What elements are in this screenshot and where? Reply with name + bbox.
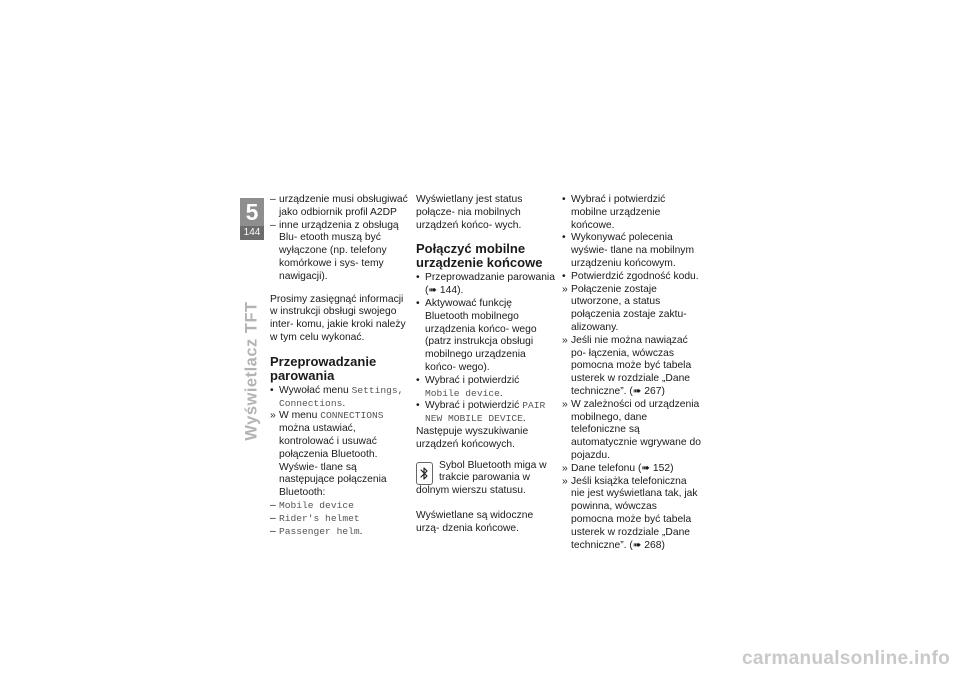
list-item-text: Wykonywać polecenia wyświe- tlane na mobilnym urządzeniu końcowym. xyxy=(571,232,695,269)
list-item xyxy=(562,476,702,553)
bullet-marker: • xyxy=(270,384,274,396)
watermark: carmanualsonline.info xyxy=(742,648,950,669)
bullet-marker: • xyxy=(562,270,566,282)
paragraph: Następuje wyszukiwanie urządzeń końcowych. xyxy=(416,425,529,450)
dash-marker: – xyxy=(270,194,276,205)
bullet-marker: • xyxy=(562,194,566,205)
list-item xyxy=(270,500,410,513)
result-marker: » xyxy=(562,475,568,487)
punctuation: . xyxy=(522,413,526,425)
list-item xyxy=(562,399,702,463)
list-item-text: Dane telefonu (➠ 152) xyxy=(571,462,674,474)
dash-marker: – xyxy=(270,525,276,537)
connection-name: Passenger helm xyxy=(279,525,360,537)
list-item xyxy=(562,463,702,476)
page-number: 144 xyxy=(240,226,264,240)
list-item xyxy=(270,385,410,411)
list-item xyxy=(562,335,702,399)
list-item-text: Aktywować funkcję Bluetooth mobilnego urządzenia końco- wego (patrz instrukcja obsługi mobilnego urządzenia końco- wego). xyxy=(425,297,537,373)
paragraph: Prosimy zasięgnąć informacji w instrukcji obsługi swojego inter- komu, jakie kroki należy w tym celu wykonać. xyxy=(270,293,406,343)
bullet-marker: • xyxy=(416,400,420,412)
bullet-marker: • xyxy=(416,297,420,309)
section-heading: Przeprowadzanie parowania xyxy=(270,353,377,383)
list-item xyxy=(562,194,702,232)
punctuation: . xyxy=(359,525,363,537)
list-item-text: urządzenie musi obsługiwać jako odbiornik profil A2DP xyxy=(279,194,408,218)
column-3 xyxy=(562,194,702,552)
list-item-text: Wybrać i potwierdzić xyxy=(425,374,520,386)
connection-name: Rider's helmet xyxy=(279,512,360,524)
dash-marker: – xyxy=(270,219,276,231)
section-heading: Połączyć mobilne urządzenie końcowe xyxy=(416,241,543,271)
list-item xyxy=(270,410,410,500)
list-item xyxy=(416,375,556,401)
list-item-text: można ustawiać, kontrolować i usuwać połączenia Bluetooth. Wyświe- tlane są następujące połączenia Bluetooth: xyxy=(279,423,387,499)
bluetooth-icon xyxy=(416,462,433,485)
list-item xyxy=(562,271,702,284)
list-item-text: Potwierdzić zgodność kodu. xyxy=(571,270,699,282)
bullet-marker: • xyxy=(416,374,420,386)
chapter-tab xyxy=(240,198,264,240)
paragraph: Wyświetlane są widoczne urzą- dzenia końcowe. xyxy=(416,509,534,534)
list-item xyxy=(270,194,410,220)
bullet-marker: • xyxy=(562,232,566,244)
list-item-text: Przeprowadzanie parowania (➠ 144). xyxy=(425,272,555,297)
list-item xyxy=(416,400,556,426)
result-marker: » xyxy=(562,398,568,410)
list-item-text: Wywołać menu xyxy=(279,384,352,396)
result-marker: » xyxy=(562,334,568,346)
menu-item: Mobile device xyxy=(425,387,500,399)
dash-marker: – xyxy=(270,512,276,524)
chapter-number: 5 xyxy=(245,199,259,225)
list-item-text: Wybrać i potwierdzić mobilne urządzenie końcowe. xyxy=(571,194,666,231)
list-item-text: Połączenie zostaje utworzone, a status połączenia zostaje zaktu- alizowany. xyxy=(571,283,687,333)
result-marker: » xyxy=(270,410,276,422)
column-2 xyxy=(416,194,556,536)
list-item xyxy=(416,298,556,375)
column-1 xyxy=(270,194,410,538)
list-item-text: inne urządzenia z obsługą Blu- etooth muszą być wyłączone (np. telefony komórkowe i sys- temy nawigacji). xyxy=(279,219,399,282)
punctuation: . xyxy=(499,387,503,399)
list-item-text: W menu xyxy=(279,410,321,422)
list-item xyxy=(270,526,410,539)
list-item xyxy=(270,220,410,284)
menu-path: Settings, Connections xyxy=(279,384,404,409)
list-item xyxy=(562,232,702,270)
punctuation: . xyxy=(342,397,346,409)
result-marker: » xyxy=(562,462,568,474)
list-item-text: Jeśli książka telefoniczna nie jest wyświetlana tak, jak powinna, wówczas pomocna może być tabela usterek w rozdziale „Dane techniczne”. (➠ 268) xyxy=(571,475,698,551)
connection-name: Mobile device xyxy=(279,499,354,511)
list-item xyxy=(562,284,702,335)
bluetooth-note-text: Sybol Bluetooth miga w trakcie parowania w dolnym wierszu statusu. xyxy=(416,459,547,497)
chapter-title: Wyświetlacz TFT xyxy=(242,301,261,441)
result-marker: » xyxy=(562,283,568,295)
list-item-text: Wybrać i potwierdzić xyxy=(425,400,523,412)
list-item-text: Jeśli nie można nawiązać po- łączenia, wówczas pomocna może być tabela usterek w rozdziale „Dane techniczne”. (➠ 267) xyxy=(571,334,692,397)
list-item xyxy=(270,513,410,526)
list-item-text: W zależności od urządzenia mobilnego, dane telefoniczne są automatycznie wgrywane do pojazdu. xyxy=(571,398,701,461)
paragraph: Wyświetlany jest status połącze- nia mobilnych urządzeń końco- wych. xyxy=(416,194,523,231)
menu-item: PAIR NEW MOBILE DEVICE xyxy=(425,400,546,425)
dash-marker: – xyxy=(270,499,276,511)
menu-name: CONNECTIONS xyxy=(320,410,384,422)
list-item xyxy=(416,272,556,298)
bullet-marker: • xyxy=(416,272,420,284)
bluetooth-note xyxy=(416,460,556,498)
